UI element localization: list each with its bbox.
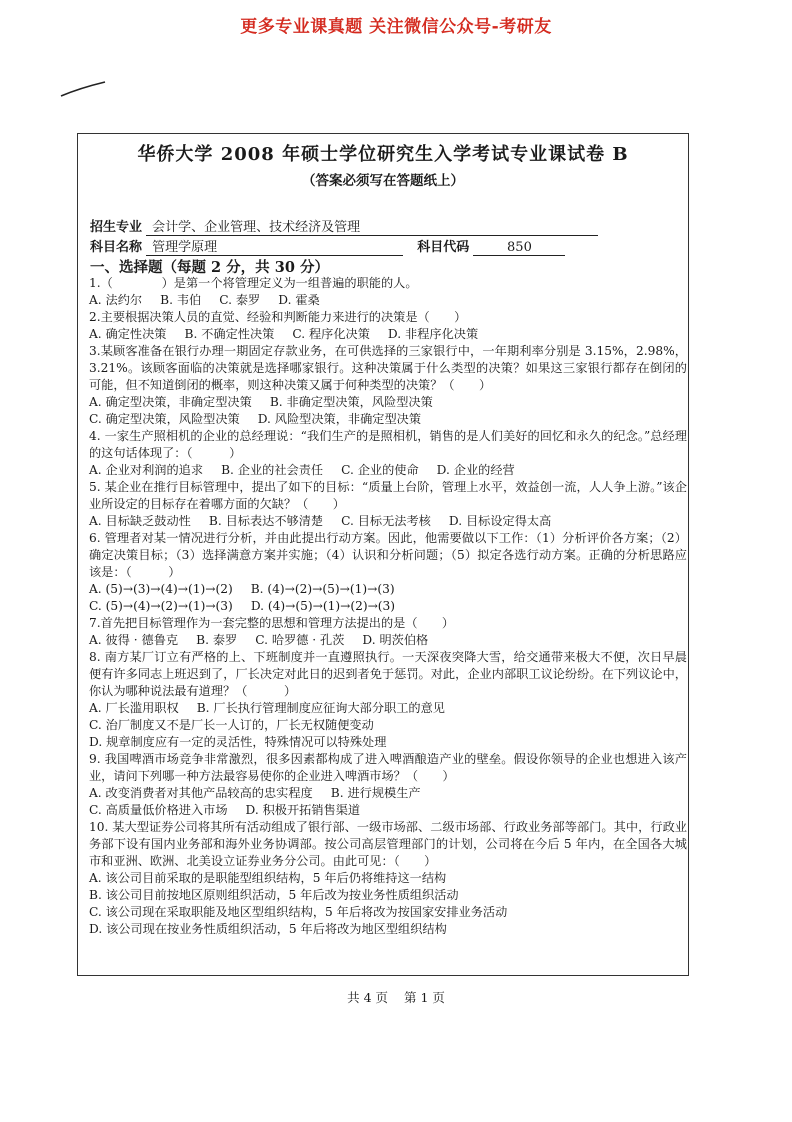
- option-row: [89, 887, 687, 904]
- option-row: [89, 581, 687, 598]
- answer-option: B. 进行规模生产: [330, 786, 421, 800]
- option-row: [89, 921, 687, 938]
- answer-option: A. 该公司目前采取的是职能型组织结构，5 年后仍将维持这一结构: [89, 871, 447, 885]
- question-stem: 2.主要根据决策人员的直觉、经验和判断能力来进行的决策是（ ）: [89, 310, 467, 324]
- option-row: [89, 802, 687, 819]
- answer-option: D. 目标设定得太高: [448, 514, 552, 528]
- answer-option: A. 目标缺乏鼓动性: [89, 514, 191, 528]
- question: [89, 309, 687, 343]
- answer-option: A. 厂长滥用职权: [89, 701, 179, 715]
- answer-option: A. 确定性决策: [89, 327, 167, 341]
- question: [89, 275, 687, 309]
- answer-option: C. 该公司现在采取职能及地区型组织结构，5 年后将改为按国家安排业务活动: [89, 905, 508, 919]
- answer-option: C. 确定型决策，风险型决策: [89, 412, 240, 426]
- answer-option: A. (5)→(3)→(4)→(1)→(2): [89, 582, 233, 596]
- option-row: [89, 904, 687, 921]
- option-row: [89, 513, 687, 530]
- answer-option: C. 目标无法考核: [341, 514, 431, 528]
- subject-row: [90, 236, 680, 256]
- answer-option: C. 治厂制度又不是厂长一人订的，厂长无权随便变动: [89, 718, 374, 732]
- section-title: 一、选择题（每题 2 分，共 30 分）: [90, 259, 329, 276]
- answer-option: B. 目标表达不够清楚: [208, 514, 324, 528]
- major-row: [90, 216, 680, 236]
- question-stem: 5. 某企业在推行目标管理中，提出了如下的目标：“质量上台阶，管理上水平，效益创一流，人人争上游。”该企业所设定的目标存在着哪方面的欠缺？（ ）: [89, 480, 687, 511]
- major-value: 会计学、企业管理、技术经济及管理: [146, 216, 598, 236]
- question-stem: 6. 管理者对某一情况进行分析，并由此提出行动方案。因此，他需要做以下工作：（1）分析评价各方案；（2）确定决策目标；（3）选择满意方案并实施；（4）认识和分析问题；（5）拟定各选行动方案。正确的分析思路应该是：（ ）: [89, 531, 687, 579]
- question-stem: 3.某顾客准备在银行办理一期固定存款业务，在可供选择的三家银行中，一年期利率分别是 3.15%，2.98%，3.21%。该顾客面临的决策就是选择哪家银行。这种决策属于什么类型的决策？如果这三家银行都存在倒闭的可能，但不知道倒闭的概率，则这种决策又属于何种类型的决策？（ ）: [89, 344, 687, 392]
- question: [89, 428, 687, 479]
- option-row: [89, 411, 687, 428]
- option-row: [89, 394, 687, 411]
- promo-banner: 更多专业课真题 关注微信公众号-考研友: [240, 17, 552, 37]
- code-value: 850: [473, 240, 565, 256]
- option-row: [89, 870, 687, 887]
- question: [89, 751, 687, 819]
- question-stem: 8. 南方某厂订立有严格的上、下班制度并一直遵照执行。一天深夜突降大雪，给交通带来极大不便，次日早晨便有许多同志上班迟到了，厂长决定对此日的迟到者免于惩罚。对此，企业内部职工议论纷纷。在下列议论中，你认为哪种说法最有道理？（ ）: [89, 650, 687, 698]
- option-row: [89, 326, 687, 343]
- answer-option: A. 法约尔: [89, 293, 143, 307]
- question-stem: 4. 一家生产照相机的企业的总经理说：“我们生产的是照相机，销售的是人们美好的回忆和永久的纪念。”总经理的这句话体现了：（ ）: [89, 429, 687, 460]
- answer-option: B. 非确定型决策，风险型决策: [269, 395, 433, 409]
- exam-title: 华侨大学 2008 年硕士学位研究生入学考试专业课试卷 B: [137, 144, 629, 165]
- answer-option: B. 企业的社会责任: [221, 463, 324, 477]
- major-label: 招生专业: [90, 220, 143, 235]
- option-row: [89, 717, 687, 734]
- answer-option: B. 不确定性决策: [184, 327, 275, 341]
- option-row: [89, 734, 687, 751]
- question: [89, 615, 687, 649]
- question: [89, 819, 687, 938]
- current-page: 第 1 页: [403, 990, 445, 1005]
- total-pages: 共 4 页: [347, 990, 388, 1005]
- answer-option: C. 泰罗: [219, 293, 261, 307]
- question: [89, 479, 687, 530]
- answer-option: B. 该公司目前按地区原则组织活动，5 年后改为按业务性质组织活动: [89, 888, 459, 902]
- option-row: [89, 292, 687, 309]
- answer-option: C. (5)→(4)→(2)→(1)→(3): [89, 599, 233, 613]
- question-stem: 10. 某大型证券公司将其所有活动组成了银行部、一级市场部、二级市场部、行政业务部等部门。其中，行政业务部下设有国内业务部和海外业务协调部。按公司高层管理部门的计划，公司将在今后 5 年内，在全国各大城市和亚洲、欧洲、北美设立证券业务分公司。由此可见：（ ）: [89, 820, 687, 868]
- answer-option: D. 非程序化决策: [387, 327, 479, 341]
- answer-option: C. 高质量低价格进入市场: [89, 803, 228, 817]
- question-stem: 1.（ ）是第一个将管理定义为一组普遍的职能的人。: [89, 276, 418, 290]
- question: [89, 649, 687, 751]
- code-label: 科目代码: [417, 240, 470, 255]
- answer-option: D. 明茨伯格: [362, 633, 429, 647]
- answer-option: B. (4)→(2)→(5)→(1)→(3): [250, 582, 395, 596]
- answer-option: C. 哈罗德 · 孔茨: [255, 633, 345, 647]
- answer-option: D. 风险型决策，非确定型决策: [257, 412, 422, 426]
- answer-option: C. 程序化决策: [292, 327, 370, 341]
- pen-mark-icon: [60, 78, 110, 98]
- exam-subtitle: （答案必须写在答题纸上）: [302, 173, 464, 189]
- answer-option: D. 该公司现在按业务性质组织活动，5 年后将改为地区型组织结构: [89, 922, 447, 936]
- answer-option: D. 规章制度应有一定的灵活性，特殊情况可以特殊处理: [89, 735, 387, 749]
- answer-option: A. 确定型决策，非确定型决策: [89, 395, 252, 409]
- answer-option: D. 企业的经营: [436, 463, 515, 477]
- option-row: [89, 700, 687, 717]
- option-row: [89, 598, 687, 615]
- question: [89, 343, 687, 428]
- question-list: [89, 275, 687, 938]
- option-row: [89, 632, 687, 649]
- answer-option: D. (4)→(5)→(1)→(2)→(3): [250, 599, 396, 613]
- option-row: [89, 462, 687, 479]
- answer-option: C. 企业的使命: [341, 463, 419, 477]
- answer-option: A. 改变消费者对其他产品较高的忠实程度: [89, 786, 313, 800]
- answer-option: B. 韦伯: [160, 293, 202, 307]
- answer-option: A. 企业对利润的追求: [89, 463, 204, 477]
- subject-value: 管理学原理: [146, 236, 403, 256]
- question-stem: 9. 我国啤酒市场竞争非常激烈，很多因素都构成了进入啤酒酿造产业的壁垒。假设你领导的企业也想进入该产业，请问下列哪一种方法最容易使你的企业进入啤酒市场？（ ）: [89, 752, 687, 783]
- answer-option: B. 厂长执行管理制度应征询大部分职工的意见: [196, 701, 445, 715]
- question-stem: 7.首先把目标管理作为一套完整的思想和管理方法提出的是（ ）: [89, 616, 455, 630]
- answer-option: D. 积极开拓销售渠道: [245, 803, 361, 817]
- subject-label: 科目名称: [90, 240, 143, 255]
- answer-option: D. 霍桑: [278, 293, 320, 307]
- option-row: [89, 785, 687, 802]
- answer-option: B. 泰罗: [196, 633, 238, 647]
- answer-option: A. 彼得 · 德鲁克: [89, 633, 179, 647]
- page-footer: [0, 988, 792, 1006]
- question: [89, 530, 687, 615]
